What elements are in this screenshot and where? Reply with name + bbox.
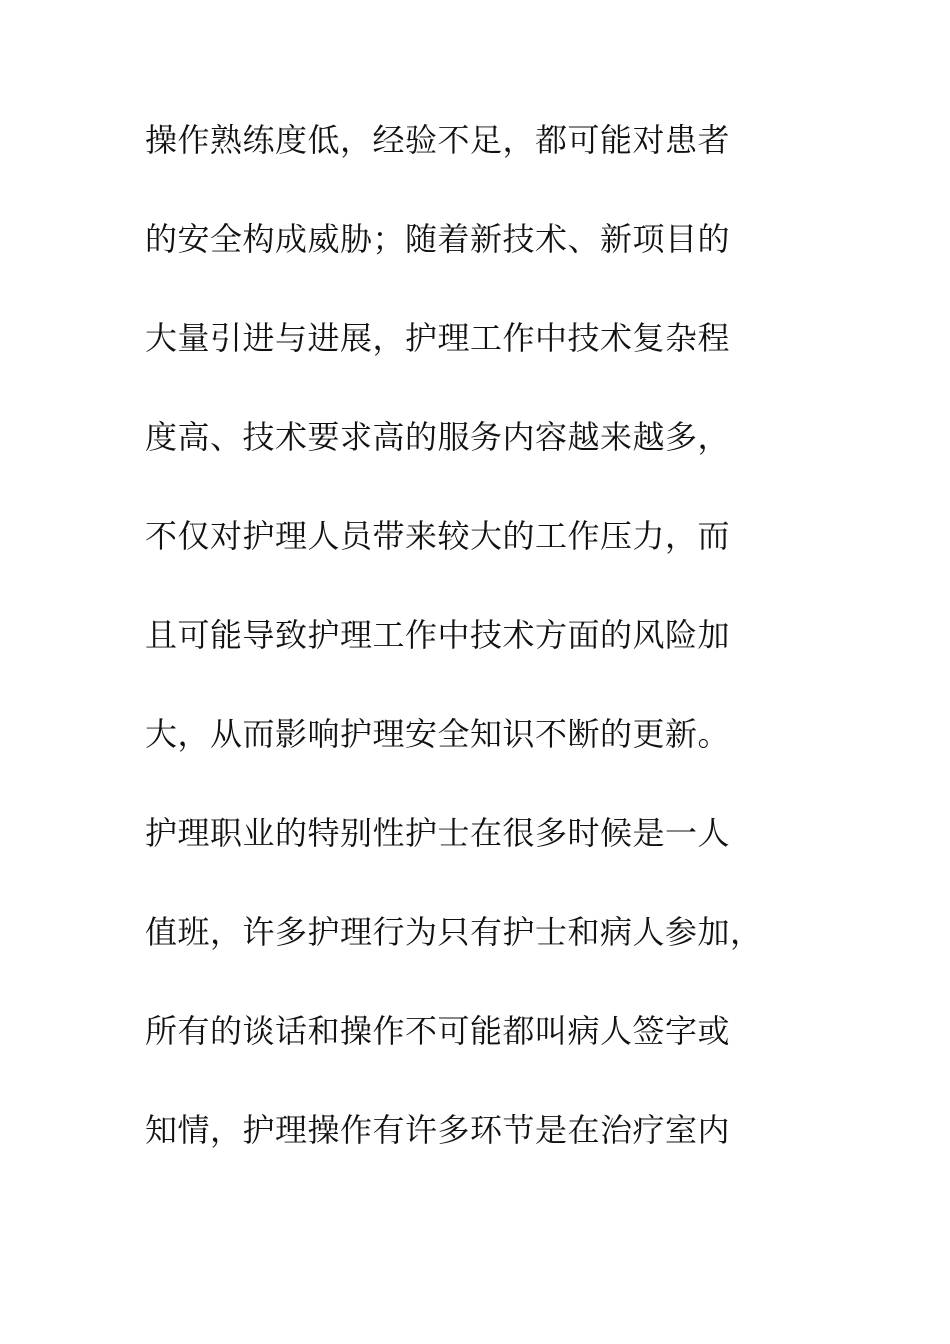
text-line: 所有的谈话和操作不可能都叫病人签字或 [145,1012,731,1050]
text-line: 度高、技术要求高的服务内容越来越多， [145,418,731,456]
text-line: 护理职业的特别性护士在很多时候是一人 [145,814,731,852]
text-line: 且可能导致护理工作中技术方面的风险加 [145,616,731,654]
body-text [145,121,845,1213]
text-line: 值班，许多护理行为只有护士和病人参加， [145,913,763,951]
text-line: 操作熟练度低，经验不足，都可能对患者 [145,121,731,159]
text-line: 不仅对护理人员带来较大的工作压力，而 [145,517,731,555]
text-line: 大，从而影响护理安全知识不断的更新。 [145,715,731,753]
text-line: 大量引进与进展，护理工作中技术复杂程 [145,319,731,357]
text-line: 的安全构成威胁；随着新技术、新项目的 [145,220,731,258]
text-line: 知情，护理操作有许多环节是在治疗室内 [145,1111,731,1149]
